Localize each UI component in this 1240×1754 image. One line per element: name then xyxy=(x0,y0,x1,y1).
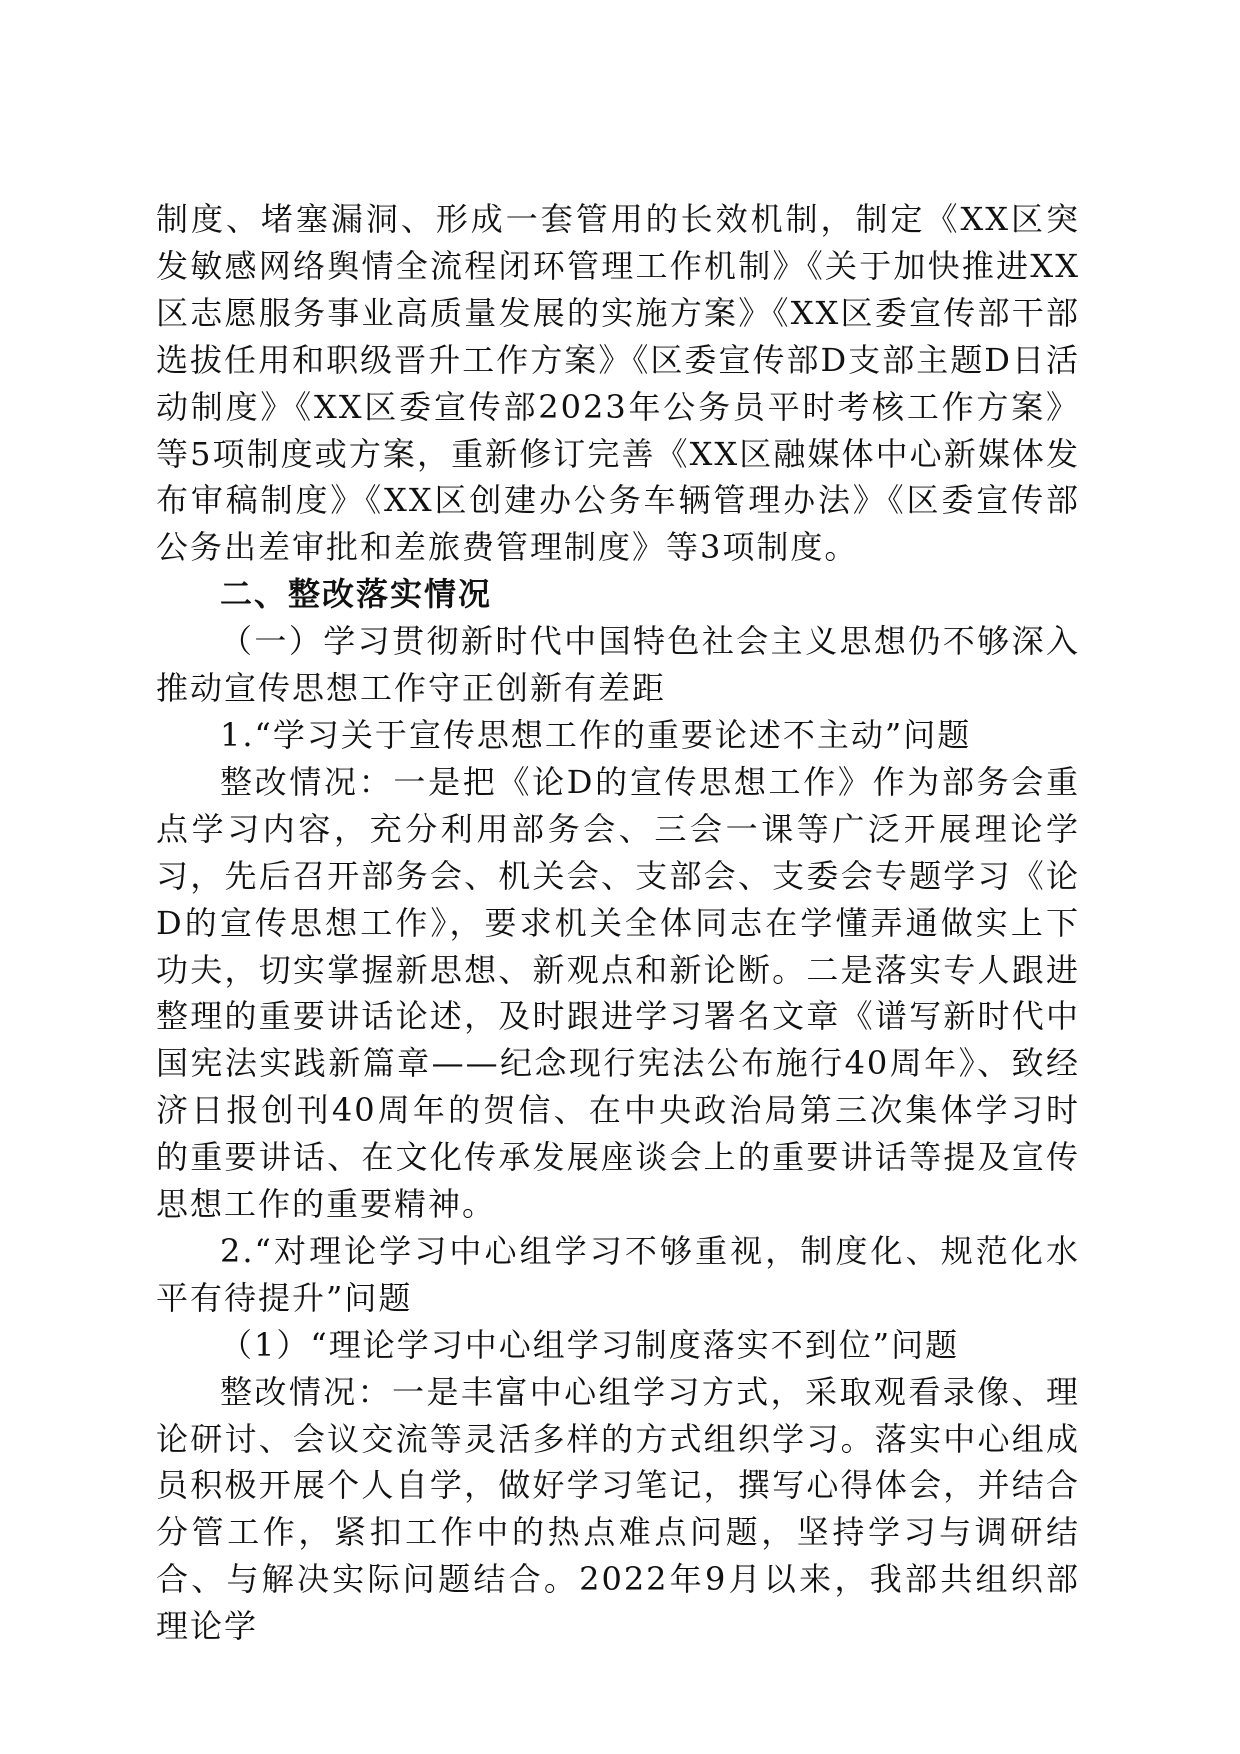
rectification-paragraph-2: 整改情况：一是丰富中心组学习方式，采取观看录像、理论研讨、会议交流等灵活多样的方式组织学习。落实中心组成员积极开展个人自学，做好学习笔记，撰写心得体会，并结合分管工作，紧扣工作中的热点难点问题，坚持学习与调研结合、与解决实际问题结合。2022年9月以来，我部共组织部理论学 xyxy=(156,1372,1080,1646)
issue-heading-2: 2.“对理论学习中心组学习不够重视，制度化、规范化水平有待提升”问题 xyxy=(156,1231,1080,1317)
rectification-paragraph-1: 整改情况：一是把《论D的宣传思想工作》作为部务会重点学习内容，充分利用部务会、三会一课等广泛开展理论学习，先后召开部务会、机关会、支部会、支委会专题学习《论D的宣传思想工作》，要求机关全体同志在学懂弄通做实上下功夫，切实掌握新思想、新观点和新论断。二是落实专人跟进整理的重要讲话论述，及时跟进学习署名文章《谱写新时代中国宪法实践新篇章——纪念现行宪法公布施行40周年》、致经济日报创刊40周年的贺信、在中央政治局第三次集体学习时的重要讲话、在文化传承发展座谈会上的重要讲话等提及宣传思想工作的重要精神。 xyxy=(156,762,1080,1224)
document-body xyxy=(156,196,1080,1650)
subsection-heading: （一）学习贯彻新时代中国特色社会主义思想仍不够深入推动宣传思想工作守正创新有差距 xyxy=(156,622,1080,708)
issue-heading-1: 1.“学习关于宣传思想工作的重要论述不主动”问题 xyxy=(220,715,972,754)
section-heading: 二、整改落实情况 xyxy=(220,575,493,614)
paragraph-continued: 制度、堵塞漏洞、形成一套管用的长效机制，制定《XX区突发敏感网络舆情全流程闭环管理工作机制》《关于加快推进XX区志愿服务事业高质量发展的实施方案》《XX区委宣传部干部选拔任用和职级晋升工作方案》《区委宣传部D支部主题D日活动制度》《XX区委宣传部2023年公务员平时考核工作方案》等5项制度或方案，重新修订完善《XX区融媒体中心新媒体发布审稿制度》《XX区创建办公务车辆管理办法》《区委宣传部公务出差审批和差旅费管理制度》等3项制度。 xyxy=(156,200,1080,567)
issue-subheading-2-1: （1）“理论学习中心组学习制度落实不到位”问题 xyxy=(220,1325,960,1364)
